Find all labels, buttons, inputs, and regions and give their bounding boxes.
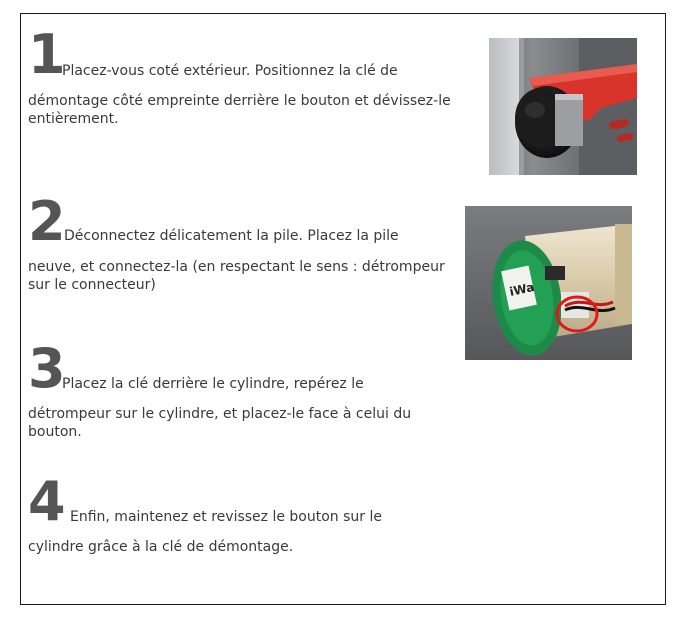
red-key-on-knob-photo	[489, 38, 637, 175]
step-4-text-line1: Enfin, maintenez et revissez le bouton sur le	[70, 509, 382, 525]
board-logo: iWa	[508, 279, 536, 299]
step-3-text-line1: Placez la clé derrière le cylindre, repérez le	[62, 376, 364, 392]
step-2-text-line1: Déconnectez délicatement la pile. Placez la pile	[64, 228, 399, 244]
step-2-number: 2	[28, 190, 66, 253]
step-4-text-rest: cylindre grâce à la clé de démontage.	[28, 539, 294, 555]
step-1-text-line1: Placez-vous coté extérieur. Positionnez la clé de	[62, 63, 398, 79]
step-2-text-rest: neuve, et connectez-la (en respectant le sens : détrompeur sur le connecteur)	[28, 259, 445, 293]
step-3-text-rest: détrompeur sur le cylindre, et placez-le face à celui du bouton.	[28, 406, 412, 440]
step-1-text-rest: démontage côté empreinte derrière le bouton et dévissez-le entièrement.	[28, 93, 451, 127]
battery-board-photo	[465, 206, 632, 360]
step-4-number: 4	[28, 470, 66, 533]
step-1-number: 1	[28, 23, 66, 86]
step-3-number: 3	[28, 337, 66, 400]
